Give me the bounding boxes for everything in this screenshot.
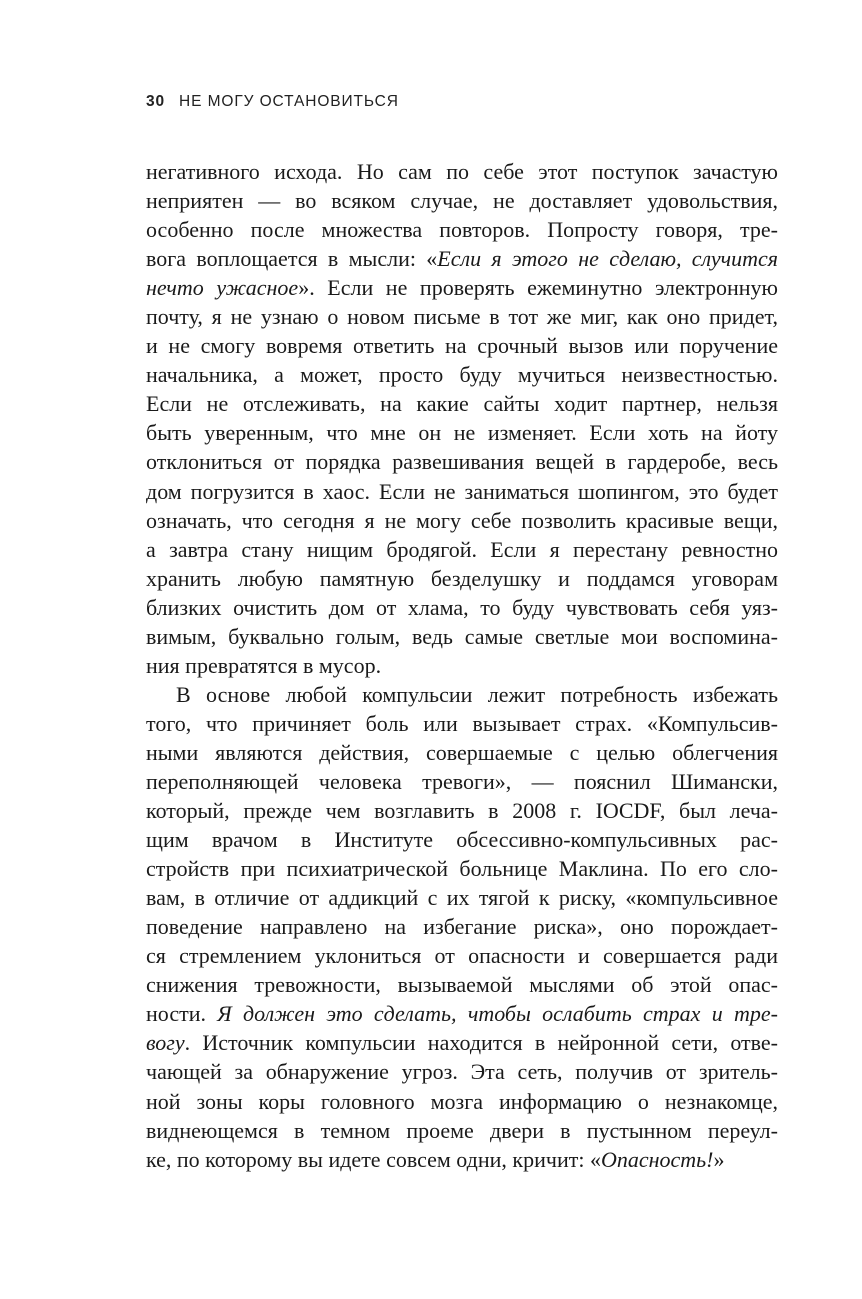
text-segment: ными являются действия, совершаемые с целью облегчения [146,739,778,765]
text-line [146,1145,778,1174]
text-line [146,535,778,564]
text-segment: быть уверенным, что мне он не изменяет. Если хоть на йоту [146,420,778,446]
text-line [146,854,778,883]
paragraph [146,157,778,680]
italic-text: Если я этого не сделаю, случится [437,246,778,272]
text-segment: близких очистить дом от хлама, то буду чувствовать себя уяз- [146,594,778,620]
text-line [146,1116,778,1145]
text-line [146,593,778,622]
text-segment: ности. [146,1001,218,1027]
text-segment: поведение направлено на избегание риска», оно порождает- [146,914,778,940]
text-segment: хранить любую памятную безделушку и поддамся уговорам [146,565,778,591]
text-line [146,767,778,796]
text-line [146,447,778,476]
text-segment: ». Если не проверять ежеминутно электронную [298,275,778,301]
text-segment: начальника, а может, просто буду мучиться неизвестностью. [146,362,778,388]
italic-text: вогу [146,1030,185,1056]
text-segment: чающей за обнаружение угроз. Эта сеть, получив от зритель- [146,1059,778,1085]
text-line [146,941,778,970]
text-line [146,970,778,999]
text-segment: отклониться от порядка развешивания вещей в гардеробе, весь [146,449,778,475]
text-segment: . Источник компульсии находится в нейронной сети, отве- [184,1030,778,1056]
text-line [146,331,778,360]
text-segment: стройств при психиатрической больнице Маклина. По его сло- [146,856,778,882]
text-segment: а завтра стану нищим бродягой. Если я перестану ревностно [146,536,778,562]
text-line [146,215,778,244]
text-line [146,709,778,738]
text-line [146,825,778,854]
text-line [146,564,778,593]
text-segment: Если не отслеживать, на какие сайты ходит партнер, нельзя [146,391,778,417]
text-line [146,186,778,215]
text-segment: ной зоны коры головного мозга информацию о незнакомце, [146,1088,778,1114]
text-segment: » [713,1146,725,1172]
text-segment: и не смогу вовремя ответить на срочный вызов или поручение [146,333,778,359]
text-segment: дом погрузится в хаос. Если не заниматься шопингом, это будет [146,478,778,504]
text-segment: который, прежде чем возглавить в 2008 г. IOCDF, был леча- [146,798,778,824]
text-segment: негативного исхода. Но сам по себе этот поступок зачастую [146,159,778,184]
text-line [146,389,778,418]
text-line [146,999,778,1028]
text-segment: виднеющемся в темном проеме двери в пустынном переул- [146,1117,778,1143]
text-segment: В основе любой компульсии лежит потребность избежать [176,681,778,707]
text-line [146,273,778,302]
text-segment: особенно после множества повторов. Попросту говоря, тре- [146,217,778,243]
text-segment: щим врачом в Институте обсессивно-компульсивных рас- [146,827,778,853]
text-line [146,302,778,331]
page-number: 30 [146,93,166,110]
text-line [146,360,778,389]
text-line [146,912,778,941]
text-segment: снижения тревожности, вызываемой мыслями об этой опас- [146,972,778,998]
text-line [146,244,778,273]
text-segment: ке, по которому вы идете совсем одни, кричит: « [146,1146,601,1172]
page-body-text [146,157,778,1174]
text-line [146,1087,778,1116]
text-segment: того, что причиняет боль или вызывает страх. «Компульсив- [146,710,778,736]
text-segment: вимым, буквально голым, ведь самые светлые мои воспомина- [146,623,778,649]
text-line [146,477,778,506]
text-line [146,1057,778,1086]
text-line [146,1028,778,1057]
text-segment: вам, в отличие от аддикций с их тягой к риску, «компульсивное [146,885,778,911]
text-line [146,506,778,535]
text-segment: означать, что сегодня я не могу себе позволить красивые вещи, [146,507,778,533]
text-segment: вога воплощается в мысли: « [146,246,438,272]
italic-text: Опасность! [600,1146,714,1172]
italic-text: Я должен это сделать, чтобы ослабить страх и тре- [217,1001,778,1027]
italic-text: нечто ужасное [146,275,299,301]
running-title: НЕ МОГУ ОСТАНОВИТЬСЯ [179,93,399,110]
text-segment: почту, я не узнаю о новом письме в тот же миг, как оно придет, [146,304,778,330]
paragraph [146,680,778,1174]
text-segment: ся стремлением уклониться от опасности и совершается ради [146,943,778,969]
text-segment: ния превратятся в мусор. [146,652,382,678]
text-line [146,651,778,680]
text-line [146,418,778,447]
text-line [146,738,778,767]
text-line [146,883,778,912]
text-segment: неприятен — во всяком случае, не доставляет удовольствия, [146,188,778,214]
text-line [146,622,778,651]
text-line [146,157,778,186]
running-header [146,93,399,111]
text-segment: переполняющей человека тревоги», — пояснил Шимански, [146,768,778,794]
text-line [146,796,778,825]
text-line [146,680,778,709]
